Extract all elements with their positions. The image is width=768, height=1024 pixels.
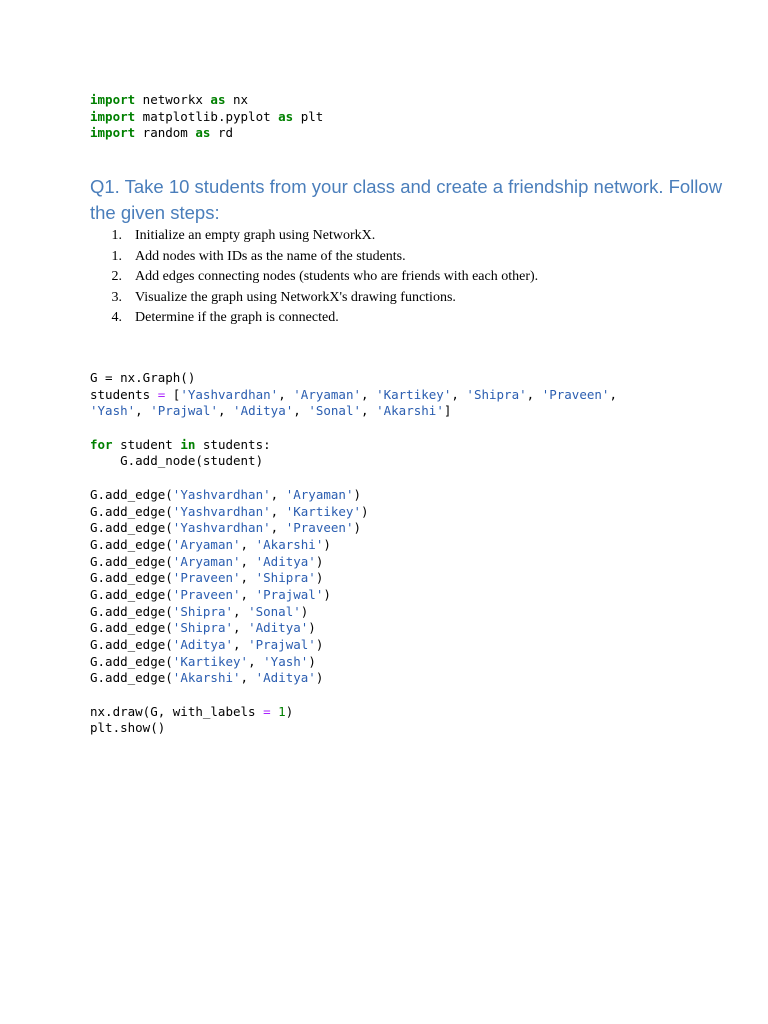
- step-item: 3. Visualize the graph using NetworkX's drawing functions.: [111, 289, 456, 305]
- add-edge-line: G.add_edge('Yashvardhan', 'Kartikey'): [90, 503, 369, 519]
- main-code-block: [90, 370, 617, 737]
- students-line-1: students = ['Yashvardhan', 'Aryaman', 'Kartikey', 'Shipra', 'Praveen',: [90, 386, 617, 402]
- add-edge-line: G.add_edge('Yashvardhan', 'Praveen'): [90, 520, 361, 536]
- add-edge-line: G.add_edge('Yashvardhan', 'Aryaman'): [90, 486, 361, 502]
- for-loop-line: for student in students:: [90, 436, 271, 452]
- add-edge-line: G.add_edge('Praveen', 'Prajwal'): [90, 586, 331, 602]
- import-line: import random as rd: [90, 125, 234, 141]
- question-heading: Q1. Take 10 students from your class and create a friendship network. Follow the given steps:: [90, 176, 723, 223]
- add-edge-line: G.add_edge('Aditya', 'Prajwal'): [90, 637, 324, 652]
- add-node-line: G.add_node(student): [90, 453, 264, 469]
- add-edge-line: G.add_edge('Kartikey', 'Yash'): [90, 653, 316, 669]
- add-edge-line: G.add_edge('Akarshi', 'Aditya'): [90, 670, 324, 686]
- import-code-block: [90, 92, 323, 142]
- students-line-2: 'Yash', 'Prajwal', 'Aditya', 'Sonal', 'Akarshi']: [90, 403, 452, 419]
- add-edge-line: G.add_edge('Aryaman', 'Aditya'): [90, 553, 324, 569]
- steps-list: [90, 226, 538, 329]
- show-line: plt.show(): [90, 720, 166, 736]
- add-edge-line: G.add_edge('Shipra', 'Aditya'): [90, 620, 316, 636]
- step-item: 1. Add nodes with IDs as the name of the students.: [111, 248, 406, 264]
- add-edge-line: G.add_edge('Aryaman', 'Akarshi'): [90, 536, 331, 552]
- step-item: 2. Add edges connecting nodes (students who are friends with each other).: [111, 269, 539, 284]
- import-line: import matplotlib.pyplot as plt: [90, 108, 324, 124]
- add-edge-line: G.add_edge('Shipra', 'Sonal'): [90, 603, 309, 619]
- step-item: 1. Initialize an empty graph using NetworkX.: [111, 228, 376, 243]
- step-item: 4. Determine if the graph is connected.: [111, 310, 339, 325]
- edges-block: [90, 487, 617, 687]
- import-line: import networkx as nx: [90, 92, 249, 107]
- add-edge-line: G.add_edge('Praveen', 'Shipra'): [90, 570, 324, 586]
- draw-line: nx.draw(G, with_labels = 1): [90, 703, 294, 719]
- graph-init-line: G = nx.Graph(): [90, 370, 196, 385]
